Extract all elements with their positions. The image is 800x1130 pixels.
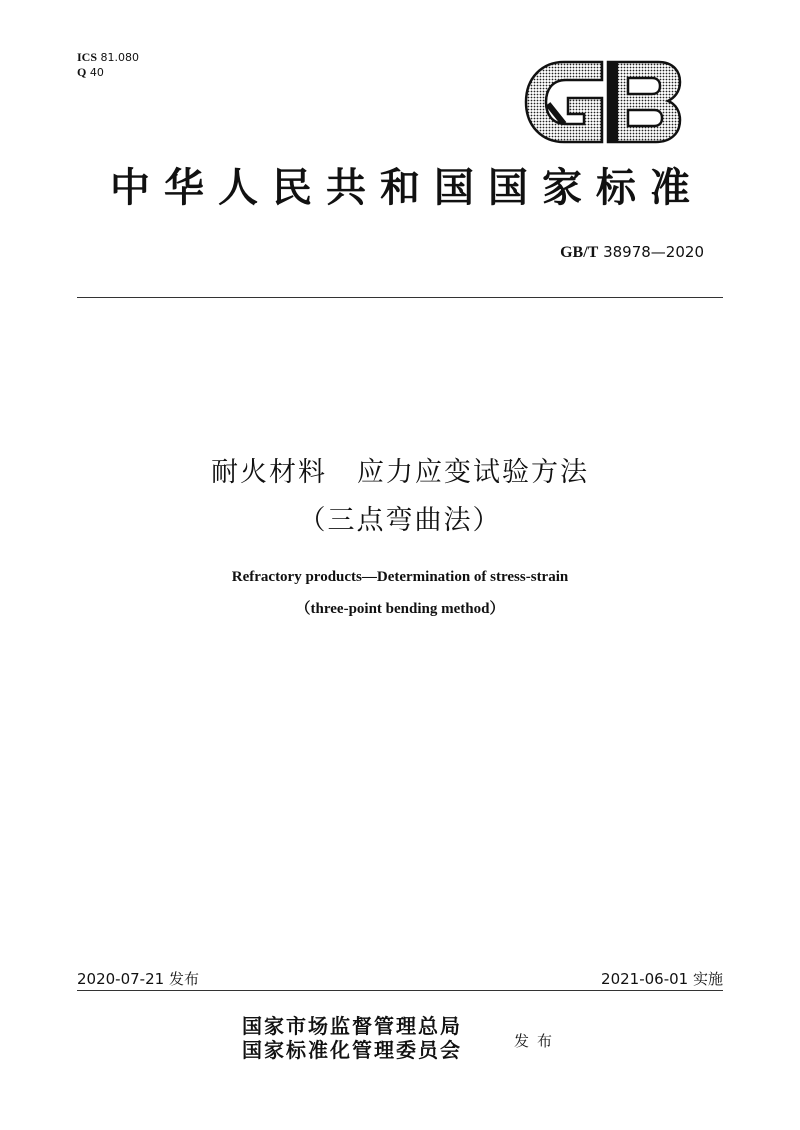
title-cn-part2: 应力应变试验方法 xyxy=(357,457,589,488)
footer-divider xyxy=(77,990,723,991)
implementation-date: 2021-06-01 实施 xyxy=(601,970,723,988)
issuer-samr: 国家市场监督管理总局 xyxy=(242,1014,462,1038)
ics-label: ICS xyxy=(77,50,98,64)
title-cn-part1: 耐火材料 xyxy=(211,457,327,488)
issuing-authorities xyxy=(242,1014,462,1062)
document-title-cn-line1 xyxy=(0,450,800,489)
issue-date: 2020-07-21 发布 xyxy=(77,970,199,988)
ics-line xyxy=(77,50,139,65)
standard-number-prefix: GB/T xyxy=(560,244,599,261)
standard-number-value: 38978—2020 xyxy=(603,243,704,261)
standard-number xyxy=(560,243,704,262)
document-title-en-line1: Refractory products—Determination of stress-strain xyxy=(231,569,569,585)
ccs-line xyxy=(77,65,139,80)
document-title-cn-line2: （三点弯曲法） xyxy=(298,505,502,536)
header-divider xyxy=(77,297,723,298)
ccs-label: Q xyxy=(77,65,87,79)
classification-codes xyxy=(77,50,139,80)
publish-label: 发布 xyxy=(514,1032,561,1050)
ics-code: 81.080 xyxy=(100,51,140,64)
issuer-sac: 国家标准化管理委员会 xyxy=(242,1038,462,1062)
standard-category-title: 中华人民共和国国家标准 xyxy=(110,164,704,211)
document-title-en-line2: （three-point bending method） xyxy=(295,601,505,617)
gb-logo xyxy=(524,60,682,144)
ccs-code: 40 xyxy=(89,66,104,79)
